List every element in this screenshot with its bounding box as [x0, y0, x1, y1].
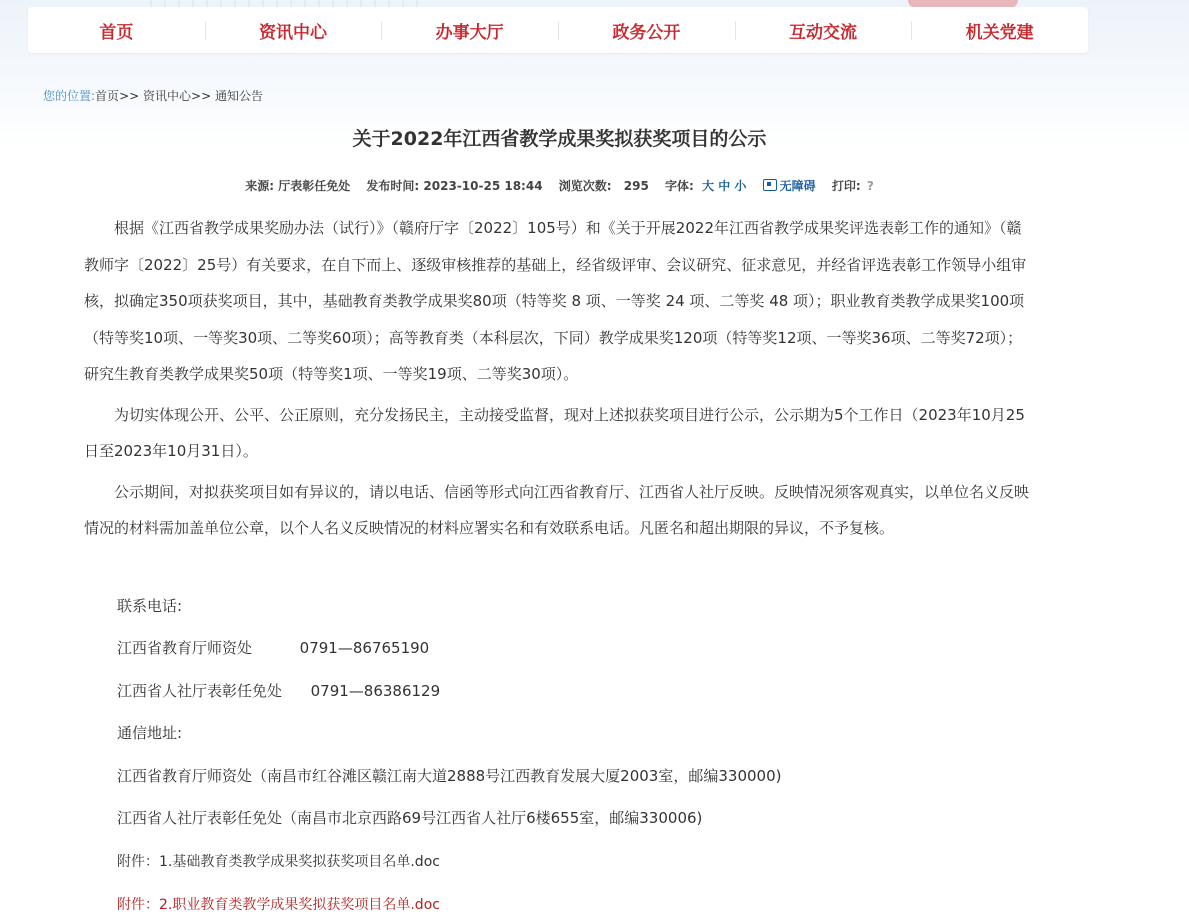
- breadcrumb-section-link[interactable]: 资讯中心: [143, 89, 192, 103]
- page-title: 关于2022年江西省教学成果奖拟获奖项目的公示: [352, 128, 767, 150]
- attachment-link-1[interactable]: 附件：1.基础教育类教学成果奖拟获奖项目名单.doc: [117, 854, 440, 870]
- time-label: 发布时间:: [366, 179, 420, 193]
- font-size-label: 字体:: [665, 179, 694, 193]
- views-value: 295: [623, 179, 649, 193]
- nav-party-building[interactable]: 机关党建: [911, 18, 1088, 43]
- print-icon[interactable]: ?: [866, 179, 874, 193]
- address-teacher-office: 江西省教育厅师资处（南昌市红谷滩区赣江南大道2888号江西教育发展大厦2003室，邮编330000): [117, 767, 782, 785]
- breadcrumb-separator: >>: [119, 89, 140, 103]
- address-hr-office: 江西省人社厅表彰任免处（南昌市北京西路69号江西省人社厅6楼655室，邮编330006): [117, 809, 703, 827]
- breadcrumb-separator: >>: [191, 89, 212, 103]
- paragraph-3: 公示期间，对拟获奖项目如有异议的，请以电话、信函等形式向江西省教育厅、江西省人社厅反映。反映情况须客观真实，以单位名义反映情况的材料需加盖单位公章，以个人名义反映情况的材料应署实名和有效联系电话。凡匿名和超出期限的异议，不予复核。: [84, 482, 1030, 537]
- address-label: 通信地址:: [117, 724, 183, 742]
- article-body: [84, 210, 1034, 551]
- contact-label: 联系电话:: [117, 597, 183, 615]
- source-value: 厅表彰任免处: [278, 179, 351, 193]
- attachment-link-2[interactable]: 附件：2.职业教育类教学成果奖拟获奖项目名单.doc: [117, 897, 440, 913]
- accessibility-button[interactable]: [763, 179, 816, 193]
- paragraph-1: 根据《江西省教学成果奖励办法（试行）》（赣府厅字〔2022〕105号）和《关于开展2022年江西省教学成果奖评选表彰工作的通知》（赣教师字〔2022〕25号）有关要求，在自下而上、逐级审核推荐的基础上，经省级评审、会议研究、征求意见，并经省评选表彰工作领导小组审核，拟确定350项获奖项目，其中，基础教育类教学成果奖80项（特等奖 8 项、一等奖 24 项、二等奖 48 项）；职业教育类教学成果奖100项（特等奖10项、一等奖30项、二等奖60项）；高等教育类（本科层次，下同）教学成果奖120项（特等奖12项、一等奖36项、二等奖72项）；研究生教育类教学成果奖50项（特等奖1项、一等奖19项、二等奖30项）。: [84, 219, 1027, 383]
- nav-service-hall[interactable]: 办事大厅: [381, 18, 558, 43]
- source-label: 来源:: [245, 179, 275, 193]
- paragraph-2: 为切实体现公开、公平、公正原则，充分发扬民主，主动接受监督，现对上述拟获奖项目进行公示，公示期为5个工作日（2023年10月25日至2023年10月31日）。: [84, 405, 1025, 460]
- accessibility-icon: [763, 179, 777, 191]
- main-nav: [28, 7, 1088, 53]
- accessibility-label: 无障碍: [779, 179, 816, 193]
- breadcrumb-home-link[interactable]: 首页: [95, 89, 120, 103]
- font-medium-button[interactable]: 中: [718, 179, 731, 193]
- breadcrumb-current-link[interactable]: 通知公告: [214, 89, 263, 103]
- views-label: 浏览次数:: [558, 179, 612, 193]
- nav-news-center[interactable]: 资讯中心: [205, 18, 382, 43]
- time-value: 2023-10-25 18:44: [423, 179, 543, 193]
- nav-home[interactable]: 首页: [99, 22, 134, 43]
- nav-gov-affairs[interactable]: 政务公开: [558, 18, 735, 43]
- article-meta: [0, 177, 1119, 194]
- nav-interaction[interactable]: 互动交流: [735, 18, 912, 43]
- breadcrumb-prefix: 您的位置:: [43, 89, 96, 103]
- print-label: 打印:: [831, 179, 861, 193]
- font-small-button[interactable]: 小: [734, 179, 747, 193]
- breadcrumb: [43, 87, 263, 104]
- contact-hr-office: 江西省人社厅表彰任免处 0791—86386129: [117, 682, 441, 700]
- contact-teacher-office: 江西省教育厅师资处 0791—86765190: [117, 639, 430, 657]
- font-large-button[interactable]: 大: [702, 179, 715, 193]
